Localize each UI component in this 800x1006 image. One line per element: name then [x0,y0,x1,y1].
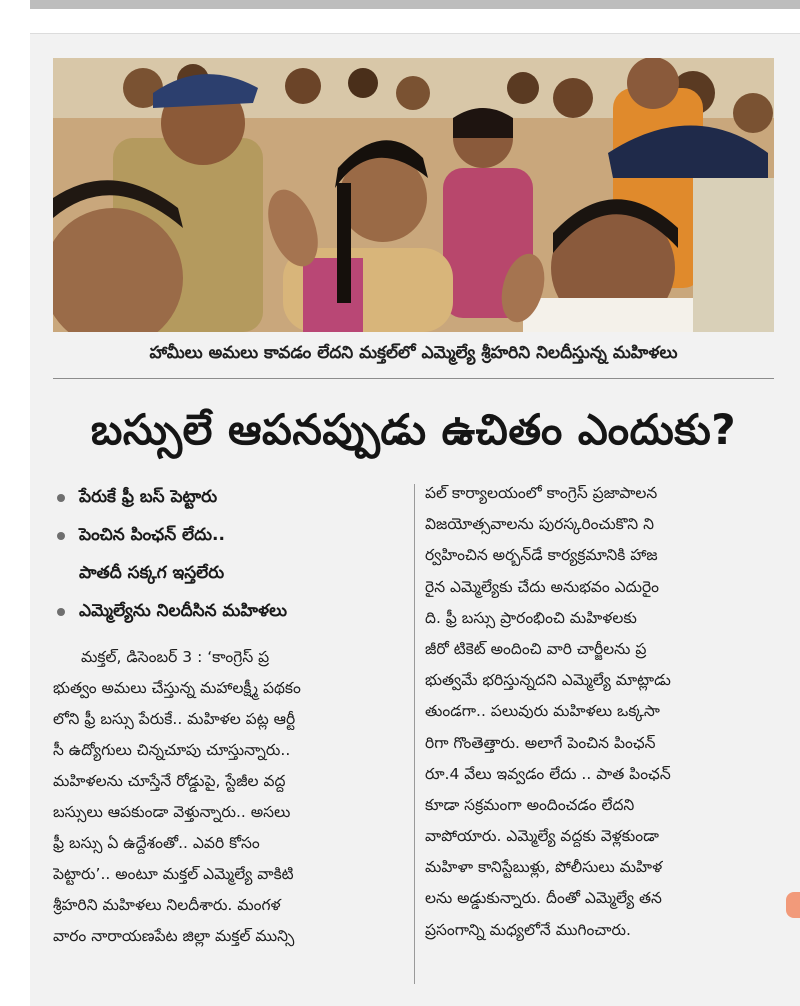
body-line: మహిళా కానిస్టేబుళ్లు, పోలీసులు మహిళ [425,858,663,877]
body-line: జీరో టికెట్ అందించి వారి చార్జీలను ప్ర [425,639,647,658]
body-line: శ్రీహరిని మహిళలు నిలదీశారు. మంగళ [53,896,281,914]
bullet-icon [57,608,65,616]
column-divider [414,484,415,984]
top-rule [30,0,800,9]
body-line: పెట్టారు’.. అంటూ మక్తల్ ఎమ్మెల్యే వాకిటి [53,865,294,883]
body-line: ఫ్రీ బస్సు ఏ ఉద్దేశంతో.. ఎవరి కోసం [53,834,260,852]
bullet-item: పేరుకే ఫ్రీ బస్ పెట్టారు [53,478,405,516]
photo-caption: హామీలు అమలు కావడం లేదని మక్తల్‌లో ఎమ్మెల్యే శ్రీహరిని నిలదీస్తున్న మహిళలు [149,343,678,363]
body-line: రూ.4 వేలు ఇవ్వడం లేదు .. పాత పింఛన్ [425,764,671,783]
body-line: కూడా సక్రమంగా అందించడం లేదని [425,795,635,814]
bullet-item: పెంచిన పింఛన్ లేదు.. [53,516,405,554]
bullet-item: ఎమ్మెల్యేను నిలదీసిన మహిళలు [53,592,405,630]
body-line: తుండగా.. పలువురు మహిళలు ఒక్కసా [425,702,660,721]
body-line: బస్సులు ఆపకుండా వెళ్తున్నారు.. అసలు [53,803,291,821]
headline: బస్సులే ఆపనప్పుడు ఉచితం ఎందుకు? [90,405,737,454]
body-line: రిగా గొంతెత్తారు. అలాగే పెంచిన పింఛన్ [425,733,656,752]
body-line: భుత్వమే భరిస్తున్నదని ఎమ్మెల్యే మాట్లాడు [425,671,671,690]
body-line: భుత్వం అమలు చేస్తున్న మహాలక్ష్మీ పథకం [53,679,301,697]
bullet-continuation: పాతదీ సక్కగ ఇస్తలేరు [79,563,225,583]
body-line: వారం నారాయణపేట జిల్లా మక్తల్ మున్సి [53,927,295,945]
body-line: వాపోయారు. ఎమ్మెల్యే వద్దకు వెళ్లకుండా [425,827,659,846]
page-edge-tab [786,892,800,918]
body-line: రైన ఎమ్మెల్యేకు చేదు అనుభవం ఎదురైం [425,577,659,596]
caption-divider [53,378,774,379]
left-column [53,478,405,952]
body-line: లను అడ్డుకున్నారు. దీంతో ఎమ్మెల్యే తన [425,889,662,908]
body-line: పల్ కార్యాలయంలో కాంగ్రెస్ ప్రజాపాలన [425,484,658,502]
article-body-left [53,642,405,952]
body-line: ది. ఫ్రీ బస్సు ప్రారంభించి మహిళలకు [425,608,637,627]
body-line: ప్రసంగాన్ని మధ్యలోనే ముగించారు. [425,920,631,939]
body-line: మక్తల్, డిసెంబర్ 3 : ‘కాంగ్రెస్ ప్ర [81,648,270,666]
body-line: సీ ఉద్యోగులు చిన్నచూపు చూస్తున్నారు.. [53,741,291,759]
body-line: మహిళలను చూస్తేనే రోడ్డుపై, స్టేజీల వద్ద [53,772,286,790]
news-photo [53,58,774,332]
body-line: ర్వహించిన అర్బన్‌డే కార్యక్రమానికి హాజ [425,546,658,565]
body-line: విజయోత్సవాలను పురస్కరించుకొని ని [425,515,654,534]
bullet-icon [57,532,65,540]
bullet-icon [57,494,65,502]
body-line: లోని ఫ్రీ బస్సు పేరుకే.. మహిళల పట్ల ఆర్టీ [53,710,296,728]
article-body-right [425,478,775,946]
